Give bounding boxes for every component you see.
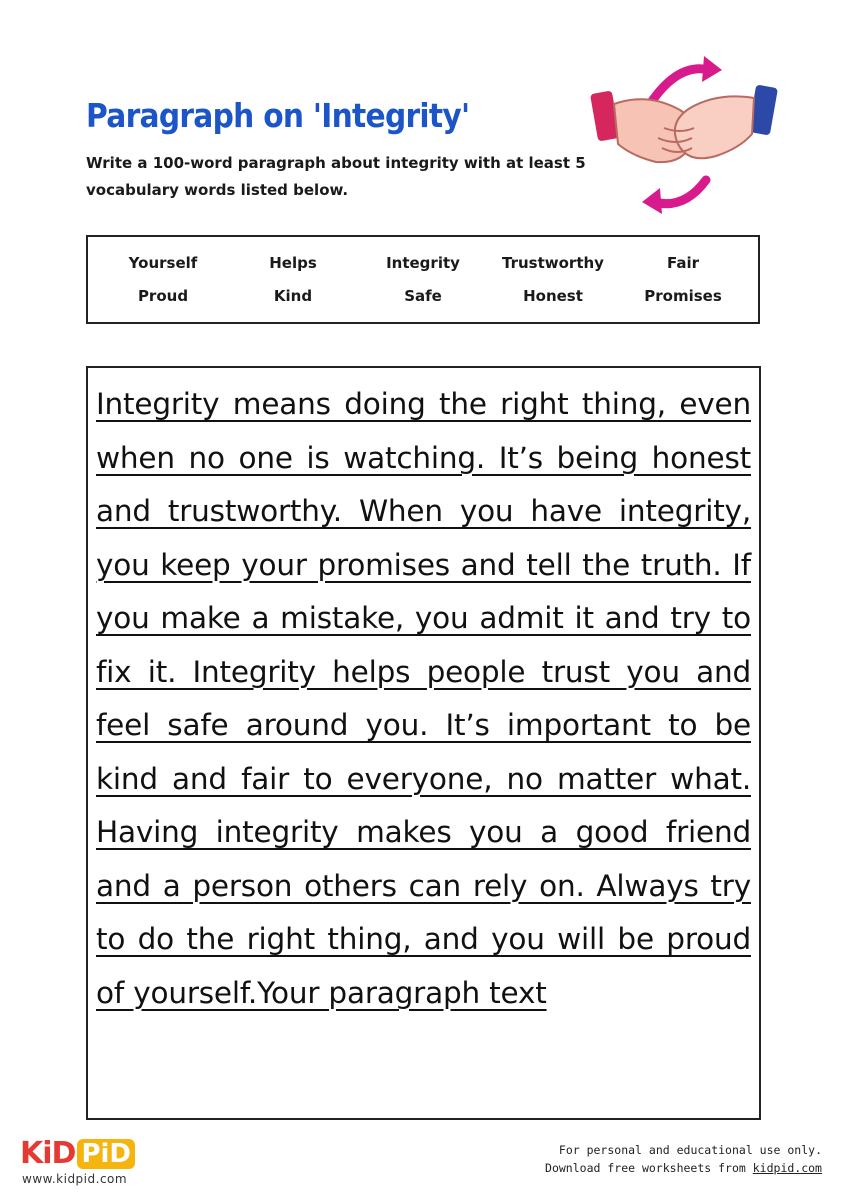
- paragraph-text: Integrity means doing the right thing, even when no one is watching. It’s being honest and trustworthy. When you have integrity, you keep your promises and tell the truth. If you make a mistake, you admit it and try to fix it. Integrity helps people trust you and feel safe around you. It’s important to be kind and fair to everyone, no matter what. Having integrity makes you a good friend and a person others can rely on. Always try to do the right thing, and you will be proud of yourself.Your paragraph text: [96, 387, 751, 1010]
- footer-note-line2: [545, 1159, 822, 1177]
- footer-note: [545, 1141, 822, 1177]
- page-title: Paragraph on 'Integrity': [86, 96, 470, 135]
- logo-url: www.kidpid.com: [22, 1172, 128, 1186]
- vocab-word: Safe: [404, 286, 442, 305]
- footer-link[interactable]: kidpid.com: [752, 1161, 822, 1175]
- vocab-word: Trustworthy: [502, 254, 604, 273]
- vocab-word: Yourself: [128, 254, 198, 273]
- logo-kid-text: KiD: [20, 1136, 76, 1171]
- paragraph-box: [86, 366, 761, 1120]
- vocab-word: Proud: [137, 286, 189, 305]
- footer-note-line1: For personal and educational use only.: [558, 1143, 822, 1157]
- vocab-word: Honest: [523, 286, 583, 305]
- vocab-word: Kind: [273, 286, 313, 305]
- logo-pid-text: PiD: [77, 1139, 135, 1169]
- instructions: Write a 100-word paragraph about integrity with at least 5 vocabulary words listed below.: [86, 154, 586, 199]
- vocab-word: Promises: [644, 286, 722, 305]
- vocab-word: Integrity: [386, 254, 460, 273]
- kidpid-logo: [20, 1136, 135, 1171]
- vocabulary-box: [86, 235, 760, 324]
- handshake-icon: [588, 52, 780, 220]
- vocab-word: Fair: [666, 254, 700, 273]
- vocab-word: Helps: [269, 254, 317, 273]
- footer-note-prefix: Download free worksheets from: [545, 1161, 753, 1175]
